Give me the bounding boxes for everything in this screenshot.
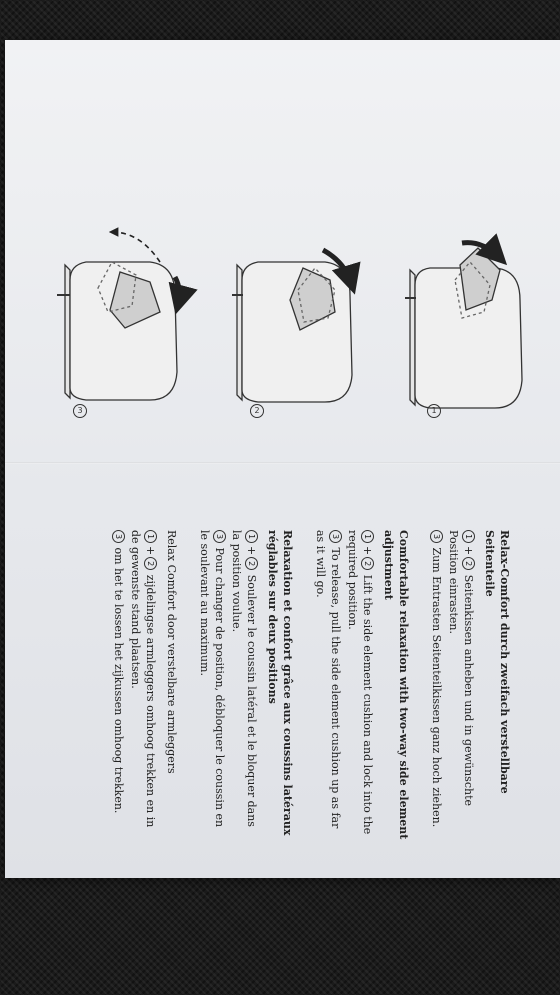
figure-3-backrest [65,265,70,398]
step-fr-2 [197,530,227,840]
marker-2: 2 [245,557,258,570]
step-text: Seitenkissen anheben und in gewünschte Position einrasten. [447,530,475,806]
marker-3: 3 [430,530,443,543]
step-en-1: 1+2 Lift the side element cushion and lock into the required position. [346,530,374,835]
step-de-1: 1+2 Seitenkissen anheben und in gewünschte Position einrasten. [447,530,475,806]
step-nl-1: 1+2 zijdelingse armleggers omhoog trekken en in de gewenste stand plaatsen. [129,530,157,828]
heading-nl: Relax Comfort door verstelbare armleggers [165,530,178,774]
step-nl-2 [111,530,126,840]
marker-3: 3 [112,530,125,543]
marker-3: 3 [213,530,226,543]
marker-2: 2 [361,557,374,570]
figure-2-step: 2 [250,404,264,418]
marker-1: 1 [462,530,475,543]
section-fr [197,530,295,840]
figure-3-badge [73,404,88,418]
step-fr-1: 1+2 Soulever le coussin latéral et le bloquer dans la position voulue. [230,530,258,827]
marker-2: 2 [462,557,475,570]
step-text: zijdelingse armleggers omhoog trekken en in de gewenste stand plaatsen. [129,530,157,828]
step-text: To release, pull the side element cushion up as far as it will go. [314,530,342,829]
marker-2: 2 [144,557,157,570]
heading-de: Relax-Comfort durch zweifach verstellbare Seitenteile [483,530,511,794]
figure-2-armrest-rotate [232,250,352,402]
figure-3-step: 3 [73,404,87,418]
step-de-2 [429,530,444,840]
step-text: Soulever le coussin latéral et le bloquer dans la position voulue. [230,530,258,827]
figure-3-armrest-release [57,232,179,400]
section-nl [111,530,179,840]
marker-1: 1 [361,530,374,543]
step-text: Lift the side element cushion and lock into the required position. [346,530,374,835]
figure-1-backrest [410,270,415,405]
figure-2-badge [250,404,265,418]
figure-3-dashed-arrow [112,232,160,262]
step-text: Pour changer de position, débloquer le coussin en le soulevant au maximum. [198,530,226,828]
marker-1: 1 [144,530,157,543]
figure-2-backrest [237,265,242,400]
section-de [429,530,512,840]
step-en-2 [313,530,343,840]
figure-1-step: 1 [427,404,441,418]
marker-3: 3 [329,530,342,543]
figure-1-armrest-up [405,243,522,408]
instruction-text [42,530,512,840]
step-text: om het te lossen het zijkussen omhoog trekken. [112,547,125,814]
heading-fr: Relaxation et confort grâce aux coussins latéraux réglables sur deux positions [266,530,294,836]
figure-1-badge [427,404,442,418]
heading-en: Comfortable relaxation with two-way side element adjustment [382,530,410,840]
step-text: Zum Entrasten Seitenteilkissen ganz hoch ziehen. [430,547,443,828]
section-en [313,530,411,840]
marker-1: 1 [245,530,258,543]
